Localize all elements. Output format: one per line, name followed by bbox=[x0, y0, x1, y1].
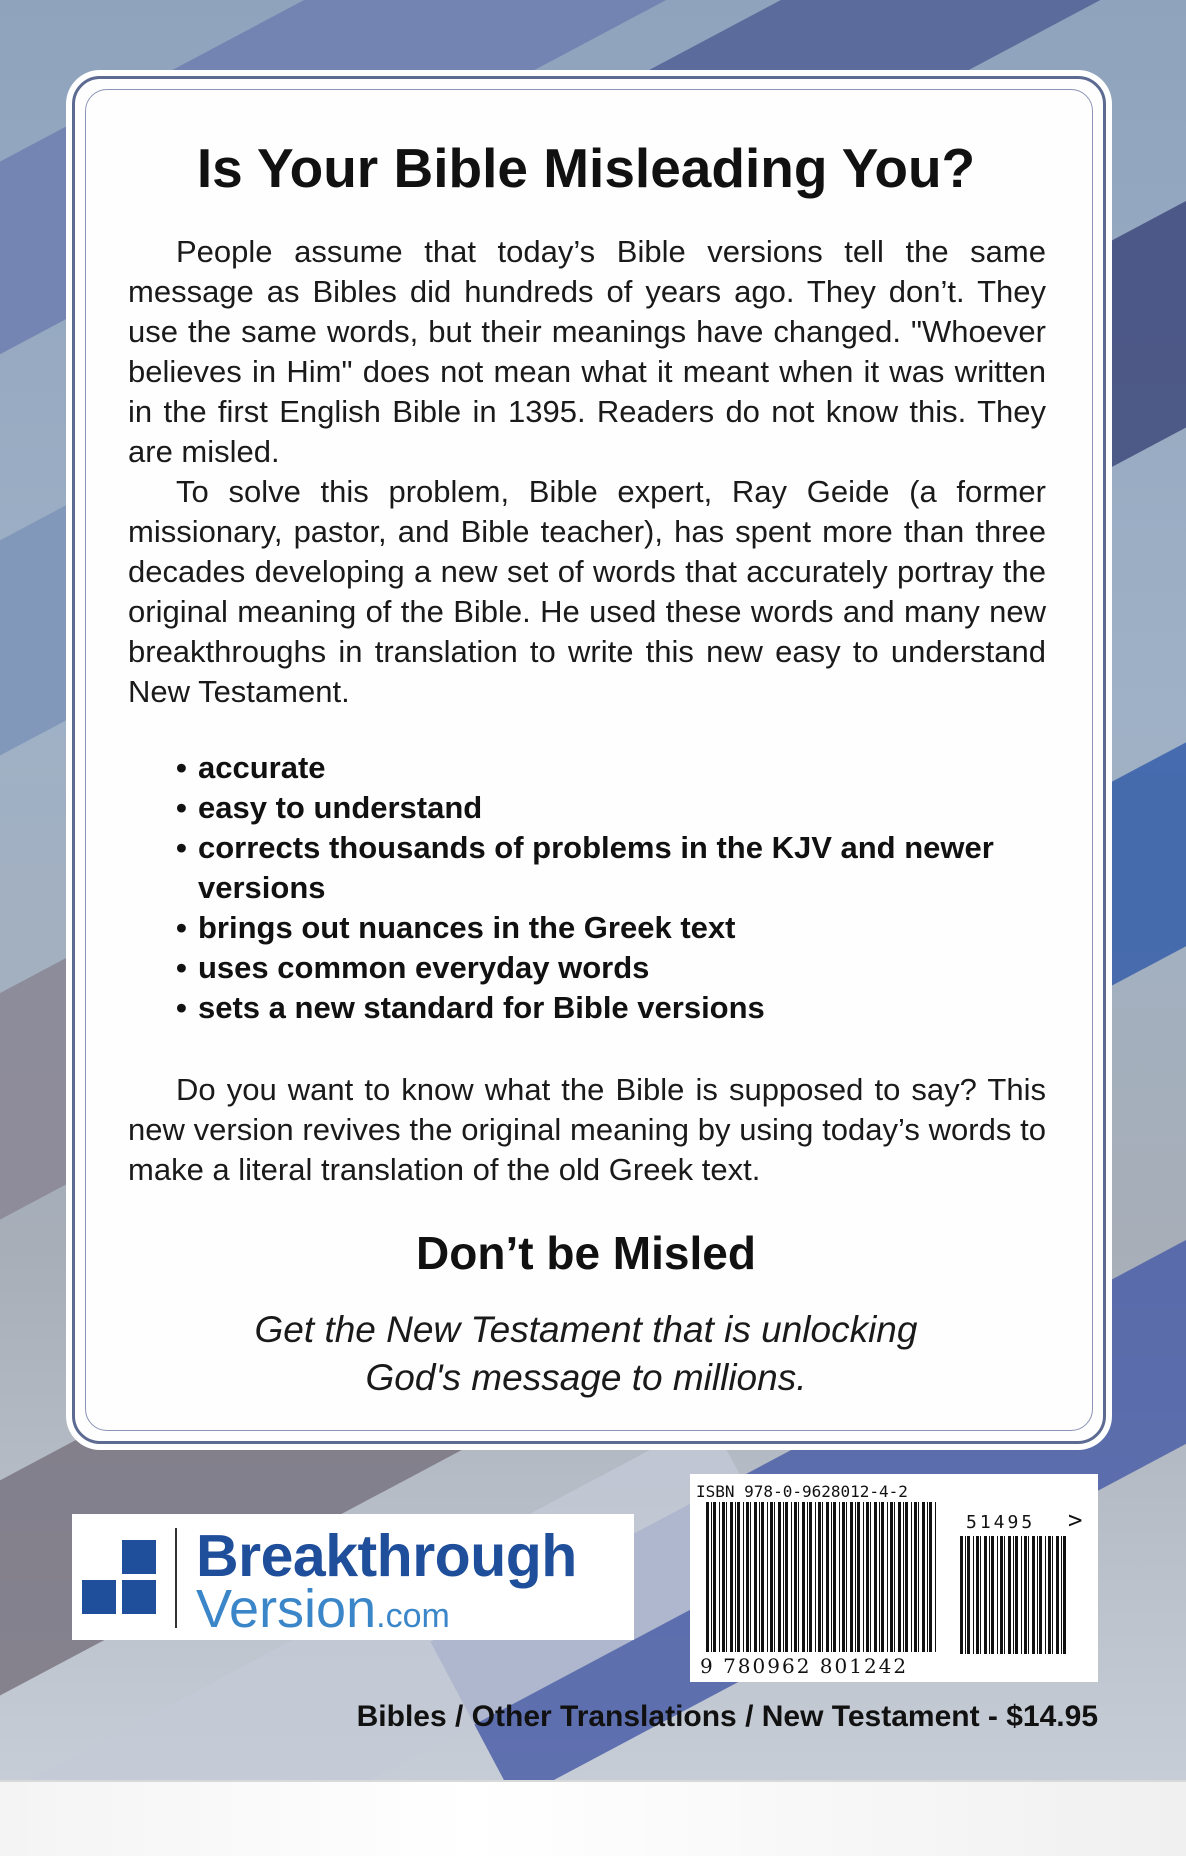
publisher-logo bbox=[72, 1514, 634, 1640]
subheading: Don’t be Misled bbox=[416, 1227, 756, 1279]
feature-item: • brings out nuances in the Greek text bbox=[176, 908, 1056, 948]
logo-text-breakthrough: Breakthrough bbox=[196, 1523, 577, 1589]
author-paragraph: To solve this problem, Bible expert, Ray Geide (a former missionary, pastor, and Bible teacher), has spent more than three decades developing a new set of words that accurately portray the original meaning of the Bible. He used these words and many new breakthroughs in translation to write this new easy to understand New Testament. bbox=[128, 474, 1046, 709]
isbn-number: ISBN 978-0-9628012-4-2 bbox=[696, 1482, 908, 1501]
feature-item: • accurate bbox=[176, 748, 1056, 788]
logo-divider bbox=[175, 1528, 177, 1628]
intro-paragraph: People assume that today’s Bible versions tell the same message as Bibles did hundreds of years ago. They don’t. They use the same words, but their meanings have changed. "Whoever believes in Him" does not mean what it meant when it was written in the first English Bible in 1395. Readers do not know this. They are misled. bbox=[128, 234, 1046, 469]
logo-text-version-word: Version bbox=[196, 1579, 377, 1639]
tagline bbox=[72, 1306, 1100, 1402]
question-paragraph: Do you want to know what the Bible is supposed to say? This new version revives the original meaning by using today’s words to make a literal translation of the old Greek text. bbox=[128, 1072, 1046, 1187]
barcode-digits: 9 780962 801242 bbox=[700, 1654, 909, 1678]
feature-item: • easy to understand bbox=[176, 788, 1056, 828]
feature-item: • corrects thousands of problems in the KJV and newer versions bbox=[176, 828, 1056, 908]
feature-item: • uses common everyday words bbox=[176, 948, 1056, 988]
addon-barcode-icon bbox=[960, 1536, 1068, 1654]
price-code: 51495 bbox=[966, 1512, 1036, 1533]
tagline-line-2: God's message to millions. bbox=[365, 1357, 807, 1398]
tagline-line-1: Get the New Testament that is unlocking bbox=[254, 1309, 918, 1350]
page-bottom-strip bbox=[0, 1780, 1186, 1856]
logo-squares-icon bbox=[82, 1540, 156, 1614]
feature-item: • sets a new standard for Bible versions bbox=[176, 988, 1056, 1028]
isbn-barcode bbox=[690, 1474, 1098, 1682]
price-arrow: > bbox=[1068, 1506, 1083, 1534]
category-and-price: Bibles / Other Translations / New Testament - $14.95 bbox=[356, 1700, 1098, 1733]
feature-list bbox=[176, 748, 1056, 1028]
logo-text-domain: .com bbox=[376, 1597, 450, 1635]
barcode-bars-icon bbox=[706, 1502, 936, 1652]
logo-text-version bbox=[196, 1578, 450, 1640]
page-title: Is Your Bible Misleading You? bbox=[196, 137, 976, 199]
